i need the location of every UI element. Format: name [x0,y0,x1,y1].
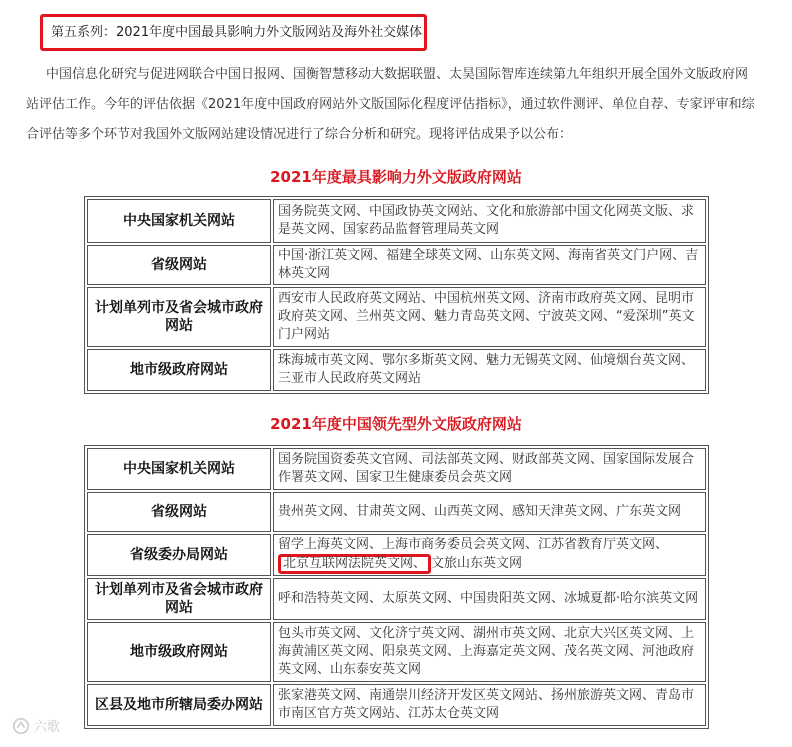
category-cell: 地市级政府网站 [87,622,271,682]
category-cell: 计划单列市及省会城市政府网站 [87,578,271,620]
table-row [87,534,706,576]
sites-cell [273,534,706,576]
sites-cell: 国务院英文网、中国政协英文网站、文化和旅游部中国文化网英文版、求是英文网、国家药品监督管理局英文网 [273,199,706,243]
sites-cell: 包头市英文网、文化济宁英文网、湖州市英文网、北京大兴区英文网、上海黄浦区英文网、阳泉英文网、上海嘉定英文网、茂名英文网、河池政府英文网、山东泰安英文网 [273,622,706,682]
table-row [87,684,706,726]
sites-cell: 中国·浙江英文网、福建全球英文网、山东英文网、海南省英文门户网、吉林英文网 [273,245,706,285]
table-row [87,245,706,285]
sites-cell: 呼和浩特英文网、太原英文网、中国贵阳英文网、冰城夏都·哈尔滨英文网 [273,578,706,620]
intro-line-3: 合评估等多个环节对我国外文版网站建设情况进行了综合分析和研究。现将评估成果予以公布： [26,127,573,142]
section1-table [84,196,709,394]
sites-text: 留学上海英文网、上海市商务委员会英文网、江苏省教育厅英文网、 [278,537,669,552]
intro-line-2: 站评估工作。今年的评估依据《2021年度中国政府网站外文版国际化程度评估指标》，通过软件测评、单位自荐、专家评审和综 [26,97,755,112]
category-cell: 区县及地市所辖局委办网站 [87,684,271,726]
watermark-logo-icon [12,717,30,735]
table-row [87,448,706,490]
sites-cell: 西安市人民政府英文网站、中国杭州英文网、济南市政府英文网、昆明市政府英文网、兰州英文网、魅力青岛英文网、宁波英文网、“爱深圳”英文门户网站 [273,287,706,347]
intro-line-1: 中国信息化研究与促进网联合中国日报网、国衡智慧移动大数据联盟、太昊国际智库连续第九年组织开展全国外文版政府网 [46,67,749,82]
section1-title: 2021年度最具影响力外文版政府网站 [270,168,522,186]
category-cell: 地市级政府网站 [87,349,271,391]
table-row [87,199,706,243]
series-label: 第五系列：2021年度中国最具影响力外文版网站及海外社交媒体 [51,25,423,40]
table-row [87,578,706,620]
sites-cell: 贵州英文网、甘肃英文网、山西英文网、感知天津英文网、广东英文网 [273,492,706,532]
sites-cell: 珠海城市英文网、鄂尔多斯英文网、魅力无锡英文网、仙境烟台英文网、三亚市人民政府英文网站 [273,349,706,391]
sites-text: 文旅山东英文网 [431,556,523,571]
table-row [87,492,706,532]
category-cell: 计划单列市及省会城市政府网站 [87,287,271,347]
category-cell: 省级委办局网站 [87,534,271,576]
sites-cell: 张家港英文网、南通崇川经济开发区英文网站、扬州旅游英文网、青岛市市南区官方英文网站、江苏太仓英文网 [273,684,706,726]
category-cell: 中央国家机关网站 [87,448,271,490]
table-row [87,622,706,682]
category-cell: 省级网站 [87,492,271,532]
watermark [12,716,60,735]
table-row [87,287,706,347]
sites-cell: 国务院国资委英文官网、司法部英文网、财政部英文网、国家国际发展合作署英文网、国家卫生健康委员会英文网 [273,448,706,490]
category-cell: 中央国家机关网站 [87,199,271,243]
section2-table [84,445,709,729]
intro-paragraph [26,60,766,150]
section2-title: 2021年度中国领先型外文版政府网站 [270,415,522,433]
category-cell: 省级网站 [87,245,271,285]
series-label-box [40,14,427,51]
highlighted-site: 北京互联网法院英文网、 [278,554,431,574]
table-row [87,349,706,391]
watermark-text: 六歌 [34,720,61,735]
